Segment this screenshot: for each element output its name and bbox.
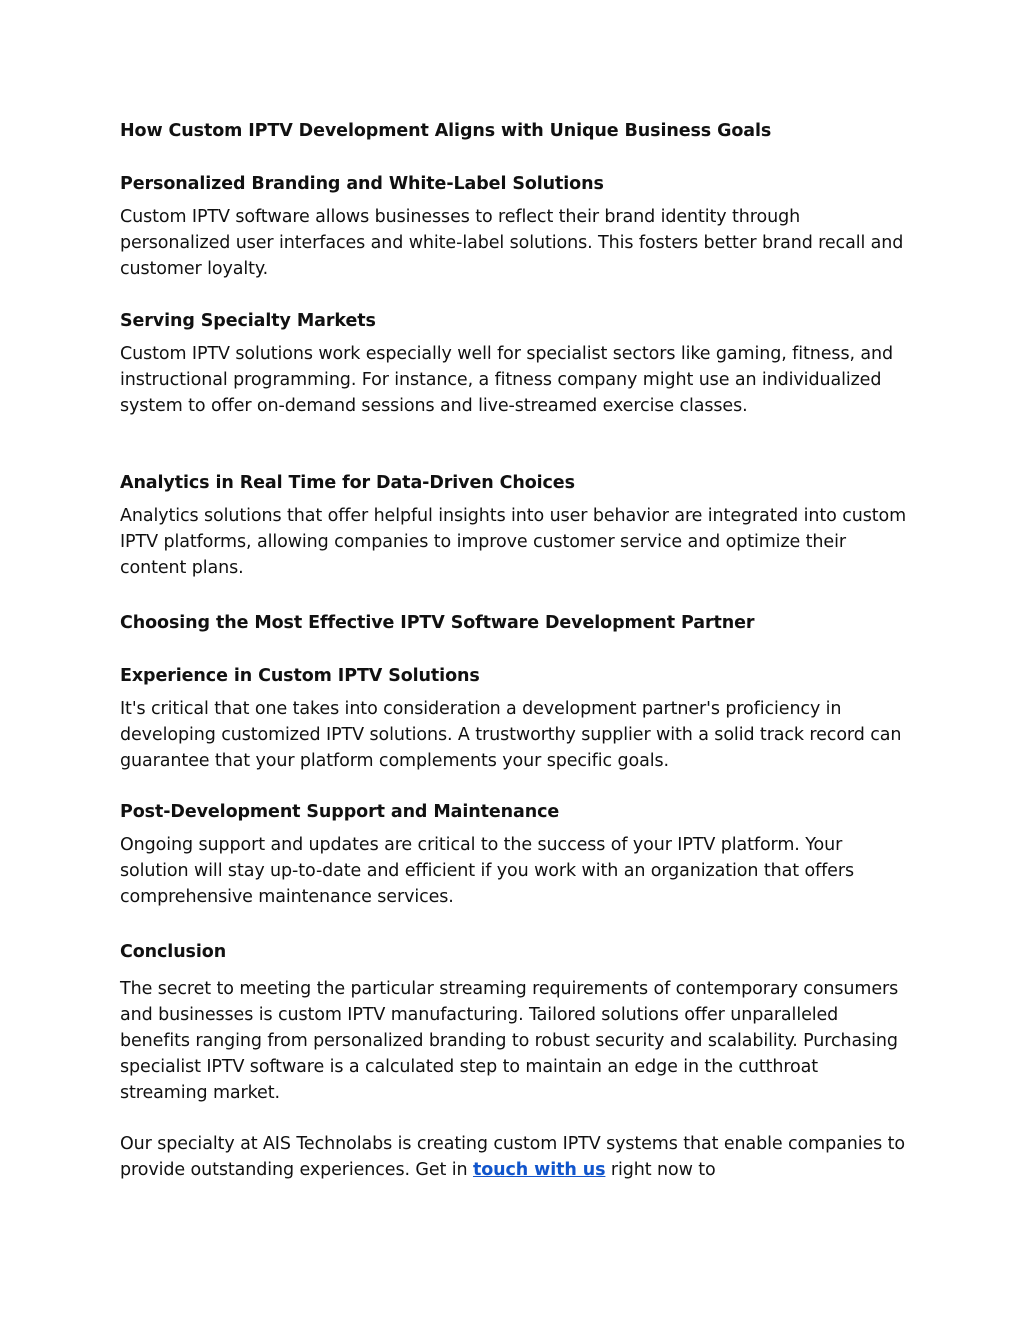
section-heading-choosing-partner: Choosing the Most Effective IPTV Software Development Partner [120,613,755,633]
paragraph-ais-technolabs [120,1131,910,1183]
paragraph-conclusion: The secret to meeting the particular streaming requirements of contemporary consumers and businesses is custom IPTV manufacturing. Tailored solutions offer unparalleled benefits ranging from personalized branding to robust security and scalability. Purchasing specialist IPTV software is a calculated step to maintain an edge in the cutthroat streaming market. [120,979,899,1103]
paragraph-support-maintenance: Ongoing support and updates are critical to the success of your IPTV platform. Your solution will stay up-to-date and efficient if you work with an organization that offers comprehensive maintenance services. [120,835,854,907]
paragraph-analytics: Analytics solutions that offer helpful insights into user behavior are integrated into custom IPTV platforms, allowing companies to improve customer service and optimize their content plans. [120,506,907,578]
paragraph-personalized-branding: Custom IPTV software allows businesses to reflect their brand identity through personalized user interfaces and white-label solutions. This fosters better brand recall and customer loyalty. [120,207,904,279]
subheading-specialty-markets: Serving Specialty Markets [120,311,376,331]
paragraph-ais-end: right now to [605,1160,716,1180]
paragraph-specialty-markets: Custom IPTV solutions work especially well for specialist sectors like gaming, fitness, and instructional programming. For instance, a fitness company might use an individualized system to offer on-demand sessions and live-streamed exercise classes. [120,344,894,416]
paragraph-experience: It's critical that one takes into consideration a development partner's proficiency in developing customized IPTV solutions. A trustworthy supplier with a solid track record can guarantee that your platform complements your specific goals. [120,699,902,771]
section-heading-business-goals: How Custom IPTV Development Aligns with Unique Business Goals [120,121,772,141]
section-heading-conclusion: Conclusion [120,942,227,962]
subheading-support-maintenance: Post-Development Support and Maintenance [120,802,560,822]
subheading-personalized-branding: Personalized Branding and White-Label Solutions [120,174,604,194]
touch-with-us-link[interactable]: touch with us [472,1160,606,1180]
paragraph-ais-start: Our specialty at AIS Technolabs is creating custom IPTV systems that enable companies to provide outstanding experiences. Get in [120,1134,905,1180]
subheading-experience: Experience in Custom IPTV Solutions [120,666,480,686]
subheading-analytics: Analytics in Real Time for Data-Driven Choices [120,473,575,493]
